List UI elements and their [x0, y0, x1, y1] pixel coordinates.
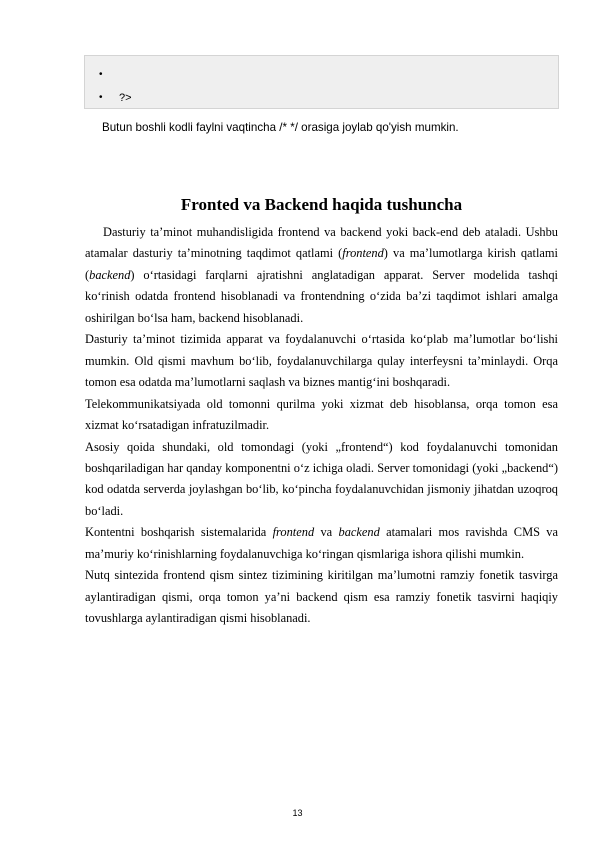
code-snippet-box — [84, 55, 559, 109]
text-run: Kontentni boshqarish sistemalarida — [85, 525, 273, 540]
text-run: Dasturiy ta’minot muhandisligida frontend va backend yoki back-end deb ataladi. Ushbu atamalar dasturiy ta’minotning taqdimot qatlami ( — [85, 225, 558, 261]
text-run: ) va ma’lumotlarga kirish qatlami ( — [85, 246, 558, 282]
text-run: va — [314, 525, 339, 540]
paragraph: Nutq sintezida frontend qism sintez tizimining kiritilgan ma’lumotni ramziy fonetik tasvirga aylantiradigan qismi, orqa tomon ya’ni backend qism esa ramziy fonetik tasvirni haqiqiy tovushlarga aylantiradigan qismi hisoblanadi. — [85, 568, 558, 626]
section-heading: Fronted va Backend haqida tushuncha — [180, 195, 463, 214]
paragraph: Dasturiy ta’minot tizimida apparat va foydalanuvchi o‘rtasida ko‘plab ma’lumotlar bo‘lishi mumkin. Old qismi mavhum bo‘lib, foydalanuvchilarga qulay interfeysni ta’minlaydi. Orqa tomon esa odatda ma’lumotlarni saqlash va biznes mantig‘ini boshqaradi. — [85, 332, 558, 390]
term-frontend: frontend — [342, 246, 384, 261]
paragraph: Telekommunikatsiyada old tomonni qurilma yoki xizmat deb hisoblansa, orqa tomon esa xizmat ko‘rsatadigan infratuzilmadir. — [85, 396, 558, 433]
bullet-icon: • — [99, 92, 103, 103]
bullet-icon: • — [99, 69, 103, 80]
paragraph: Asosiy qoida shundaki, old tomondagi (yoki „frontend“) kod foydalanuvchi tomonidan boshqariladigan har qanday komponentni o‘z ichiga oladi. Server tomonidagi (yoki „backend“) kod odatda serverda joylashgan bo‘lib, ko‘pincha foydalanuvchidan jismoniy jihatdan uzoqroq bo‘ladi. — [85, 439, 558, 518]
body-text — [85, 222, 558, 630]
code-line: ?> — [119, 92, 132, 104]
paragraph — [85, 522, 558, 565]
paragraph — [85, 222, 558, 329]
page-number: 13 — [292, 808, 303, 818]
term-backend: backend — [89, 267, 131, 282]
term-frontend: frontend — [272, 525, 315, 540]
comment-note: Butun boshli kodli faylni vaqtincha /* */ orasiga joylab qo'yish mumkin. — [102, 121, 459, 134]
term-backend: backend — [338, 525, 380, 540]
text-run: ) o‘rtasidagi farqlarni ajratishni anglatadigan apparat. Server modelida tashqi ko‘rinish odatda frontend hisoblanadi va frontendning o‘zida ba’zi taqdimot ishlari amalga oshirilgan bo‘lsa ham, backend hisoblanadi. — [85, 267, 558, 325]
text-run: atamalari mos ravishda CMS va ma’muriy ko‘rinishlarning foydalanuvchiga ko‘ringan qismlariga ishora qilishi mumkin. — [85, 525, 559, 561]
